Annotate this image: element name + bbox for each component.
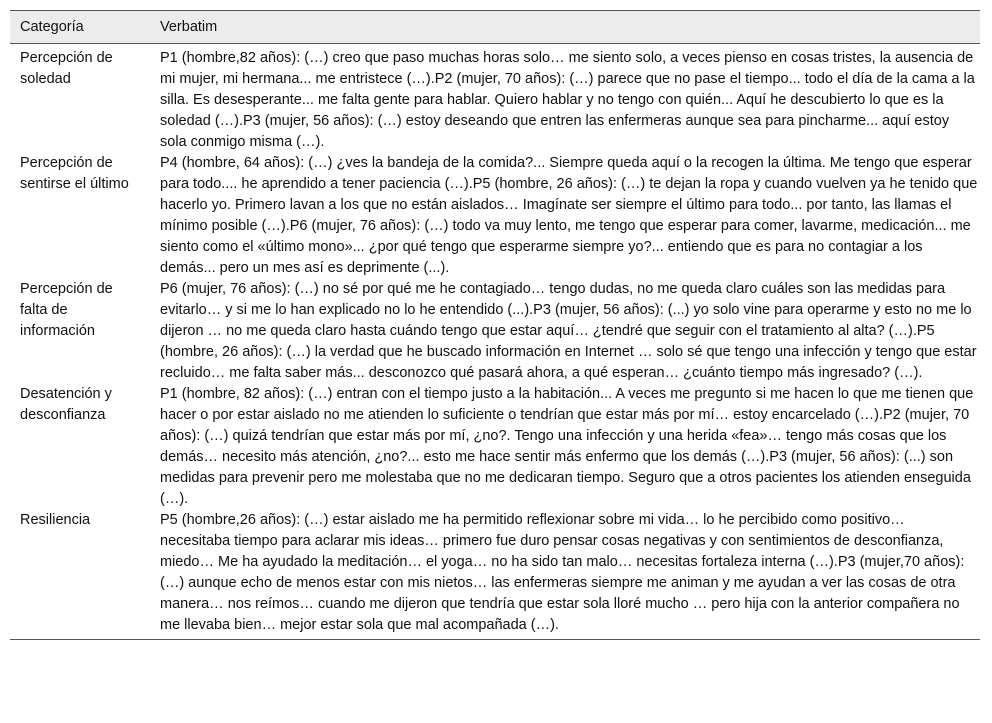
header-categoria: Categoría [10, 11, 150, 44]
table-header-row [10, 11, 980, 44]
table-row [10, 279, 980, 384]
verbatim-table [10, 10, 980, 640]
cell-verbatim: P1 (hombre, 82 años): (…) entran con el tiempo justo a la habitación... A veces me pregunto si me hacen lo que me tienen que hacer o por estar aislado no me atienden lo suficiente o tendrían que estar más por mí… estoy encarcelado (…).P2 (mujer, 70 años): (…) quizá tendrían que estar más por mí, ¿no?. Tengo una infección y una herida «fea»… tengo más cosas que los demás… necesito más atención, ¿no?... esto me hace sentir más enfermo que los demás (…).P3 (mujer, 56 años): (...) son medidas para prevenir pero me molestaba que no me dedicaran tiempo. Seguro que a otros pacientes los atienden enseguida (…). [160, 386, 974, 507]
cell-categoria: Percepción de soledad [20, 50, 113, 87]
table-row [10, 153, 980, 279]
cell-verbatim: P4 (hombre, 64 años): (…) ¿ves la bandeja de la comida?... Siempre queda aquí o la recogen la última. Me tengo que esperar para todo.... he aprendido a tener paciencia (…).P5 (hombre, 26 años): (…) te dejan la ropa y cuando vuelven ya he tenido que hacerlo yo. Primero lavan a los que no están aislados… Imagínate ser siempre el último para todo... por tanto, las llamas el mínimo posible (…).P6 (mujer, 76 años): (…) todo va muy lento, me tengo que esperar para comer, lavarme, medicación... me siento como el «último mono»... ¿por qué tengo que esperarme siempre yo?... entiendo que es para no contagiar a los demás... pero un mes así es deprimente (...). [160, 155, 978, 276]
verbatim-table-container [10, 10, 980, 640]
table-row [10, 510, 980, 640]
cell-verbatim: P5 (hombre,26 años): (…) estar aislado me ha permitido reflexionar sobre mi vida… lo he percibido como positivo… necesitaba tiempo para aclarar mis ideas… primero fue duro pensar cosas negativas y con sentimientos de desconfianza, miedo… Me ha ayudado la meditación… el yoga… no ha sido tan malo… necesitas fortaleza interna (…).P3 (mujer,70 años): (…) aunque echo de menos estar con mis nietos… las enfermeras siempre me animan y me ayudan a ver las cosas de otra manera… nos reímos… cuando me dijeron que tendría que estar sola lloré mucho … pero hija con la anterior compañera no me llevaba bien… mejor estar sola que mal acompañada (…). [150, 510, 980, 640]
table-row [10, 44, 980, 154]
table-row [10, 384, 980, 510]
cell-categoria: Desatención y desconfianza [20, 386, 112, 423]
cell-categoria: Percepción de falta de información [20, 281, 113, 339]
cell-verbatim: P6 (mujer, 76 años): (…) no sé por qué me he contagiado… tengo dudas, no me queda claro cuáles son las medidas para evitarlo… y si me lo han explicado no lo he entendido (...).P3 (mujer, 56 años): (...) yo solo vine para operarme y esto no me lo dijeron … no me queda claro hasta cuándo tengo que estar aquí… ¿tendré que seguir con el tratamiento al alta? (…).P5 (hombre, 26 años): (…) la verdad que he buscado información en Internet … solo sé que tengo una infección y tengo que estar recluido… me falta saber más... desconozco qué pasará ahora, a qué esperan… ¿cuánto tiempo más ingresado? (…). [160, 281, 977, 381]
cell-categoria: Percepción de sentirse el último [20, 155, 129, 192]
cell-categoria: Resiliencia [10, 510, 150, 640]
header-verbatim: Verbatim [150, 11, 980, 44]
cell-verbatim: P1 (hombre,82 años): (…) creo que paso muchas horas solo… me siento solo, a veces pienso en cosas tristes, la ausencia de mi mujer, mi hermana... me entristece (…).P2 (mujer, 70 años): (…) parece que no pase el tiempo... todo el día de la cama a la silla. Es desesperante... me falta gente para hablar. Quiero hablar y no tengo con quién... Aquí he descubierto lo que es la soledad (…).P3 (mujer, 56 años): (…) estoy deseando que entren las enfermeras aunque sea para pincharme... aquí estoy sola conmigo misma (…). [160, 50, 975, 150]
